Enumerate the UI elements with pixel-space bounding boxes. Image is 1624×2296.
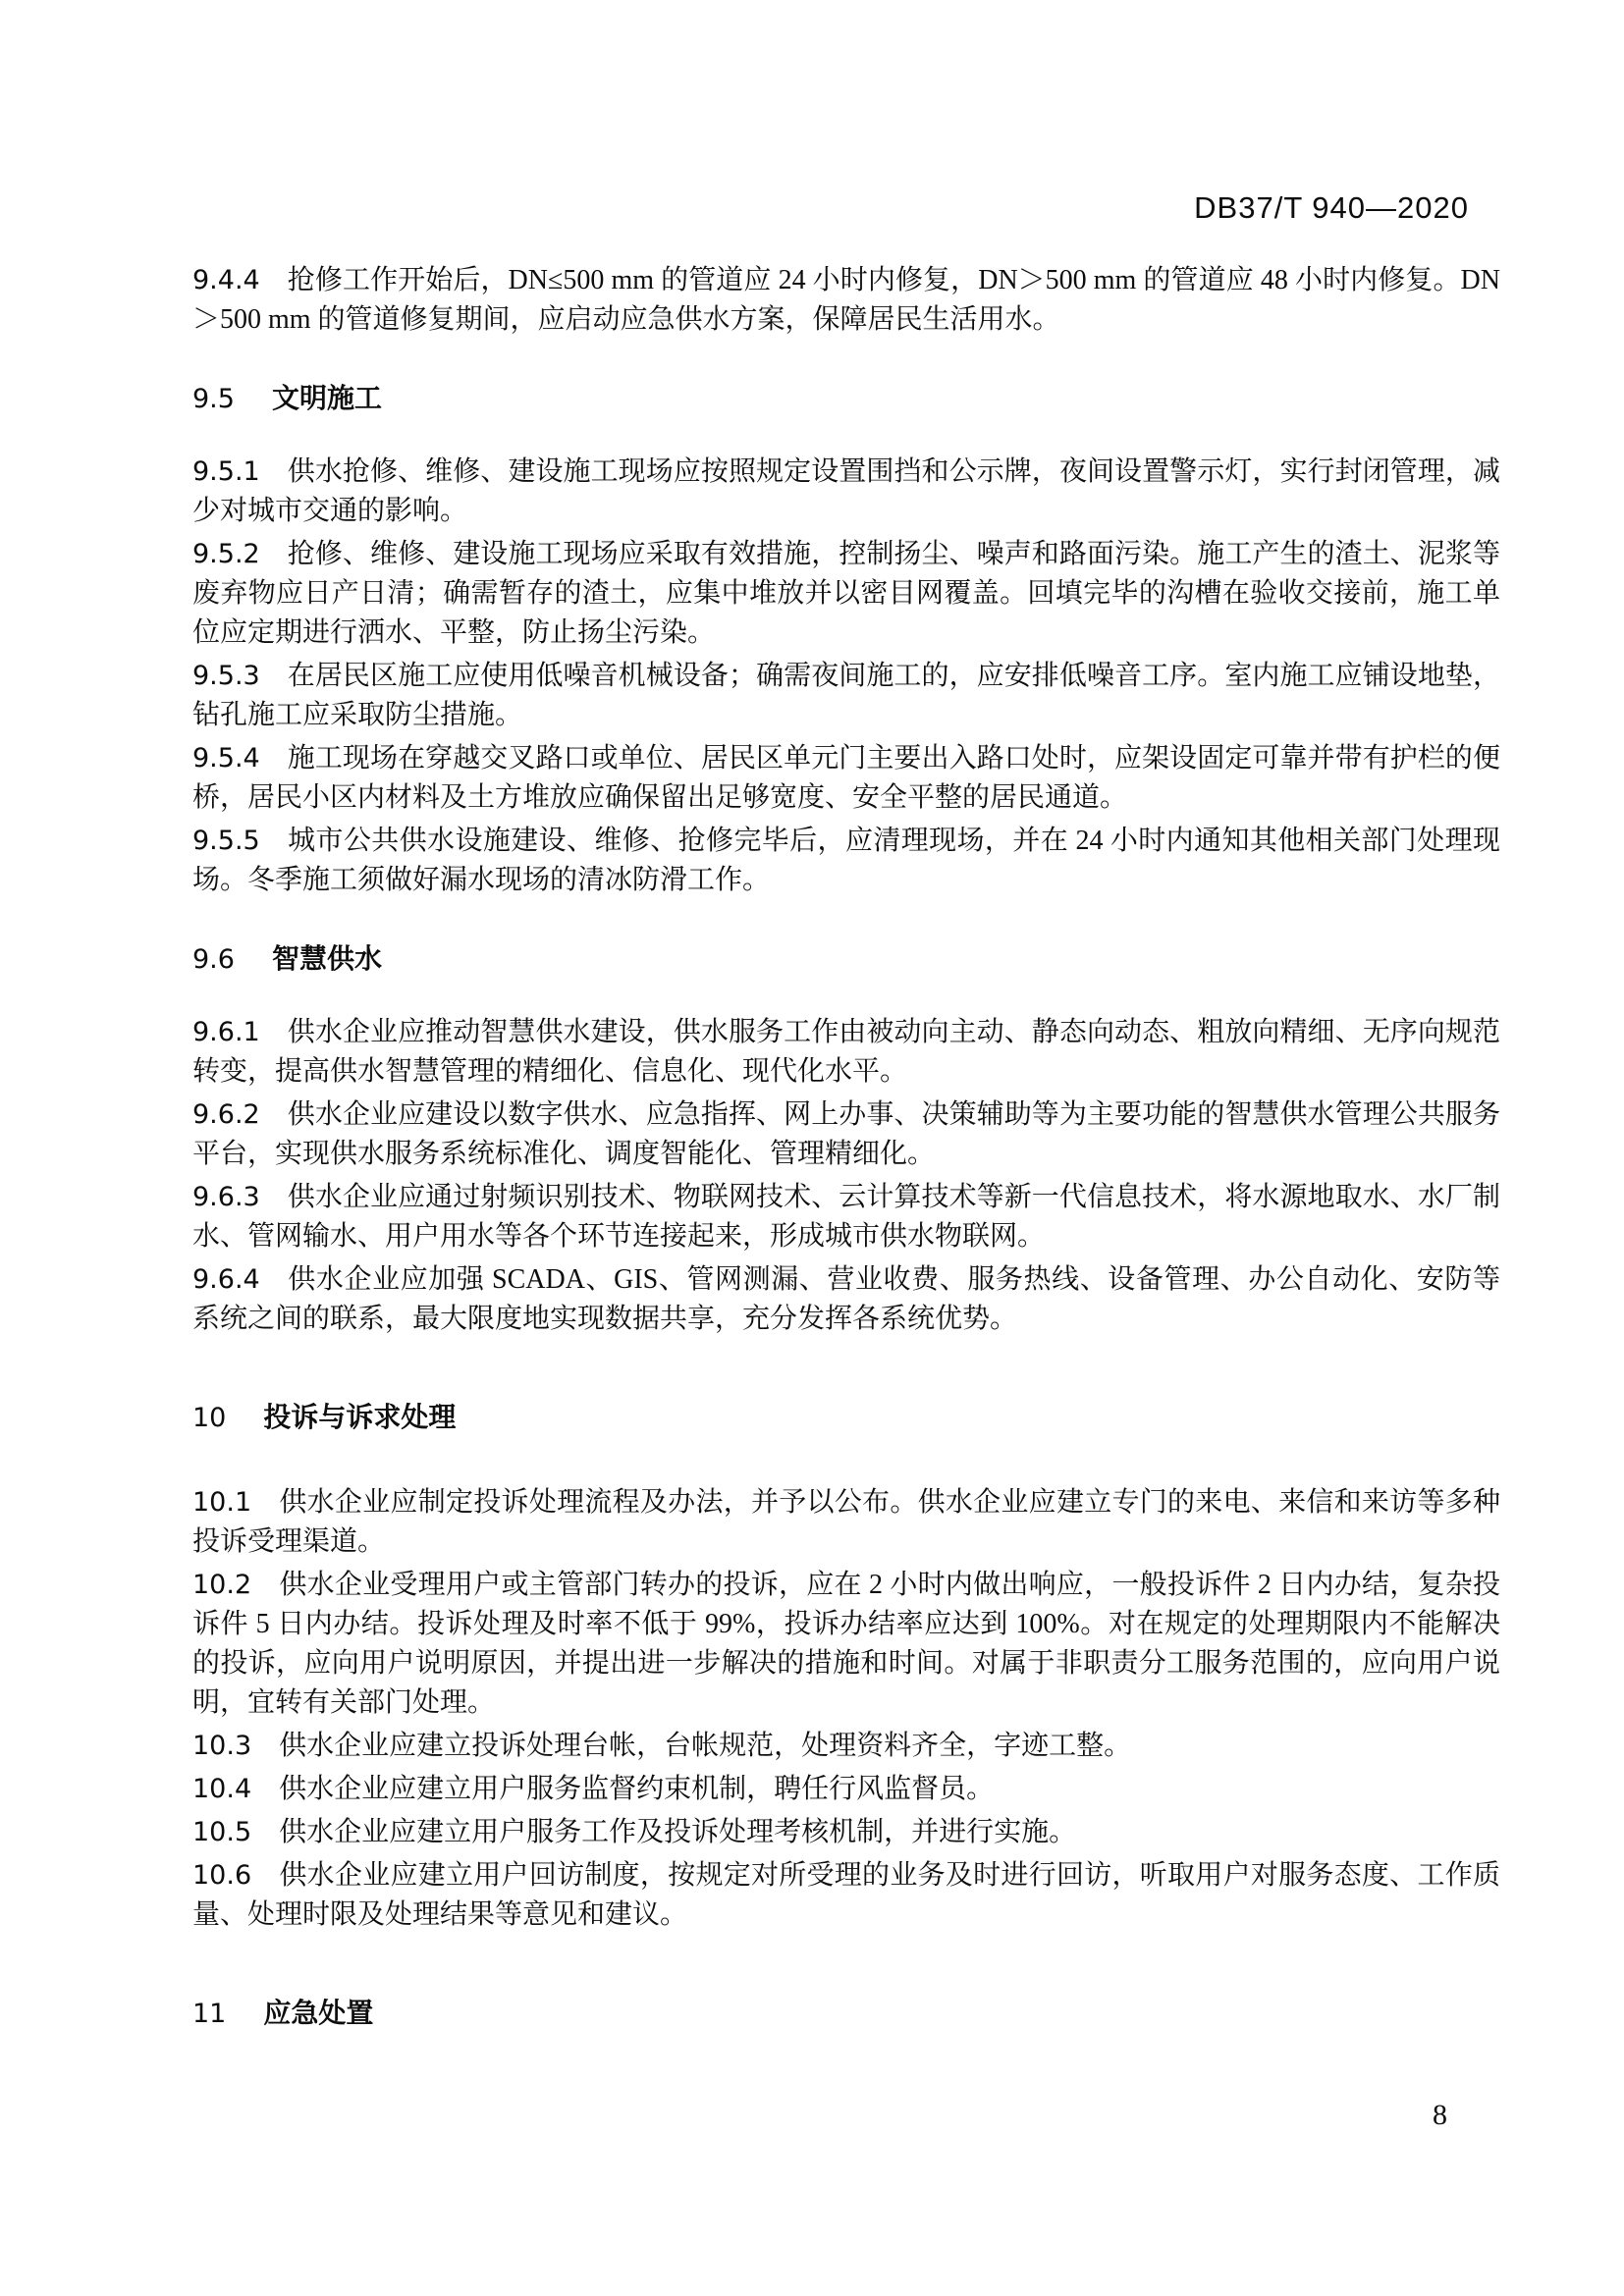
clause-9.5.1 (192, 453, 1500, 531)
clause-text: 供水企业应通过射频识别技术、物联网技术、云计算技术等新一代信息技术，将水源地取水、水厂制水、管网输水、用户用水等各个环节连接起来，形成城市供水物联网。 (192, 1182, 1500, 1252)
clause-text: 供水企业应加强 SCADA、GIS、管网测漏、营业收费、服务热线、设备管理、办公自动化、安防等系统之间的联系，最大限度地实现数据共享，充分发挥各系统优势。 (192, 1264, 1500, 1334)
clause-number: 10.2 (192, 1570, 252, 1600)
clause-number: 10.5 (192, 1817, 252, 1847)
section-heading-9.5 (192, 379, 1500, 419)
clause-text: 城市公共供水设施建设、维修、抢修完毕后，应清理现场，并在 24 小时内通知其他相关部门处理现场。冬季施工须做好漏水现场的清冰防滑工作。 (192, 826, 1500, 895)
clause-10.3 (192, 1727, 1500, 1766)
heading-number: 9.6 (192, 944, 235, 975)
clause-10.2 (192, 1566, 1500, 1723)
clause-10.5 (192, 1813, 1500, 1852)
clause-text: 抢修工作开始后，DN≤500 mm 的管道应 24 小时内修复，DN＞500 mm 的管道应 48 小时内修复。DN＞500 mm 的管道修复期间，应启动应急供水方案，保障居民生活用水。 (192, 265, 1500, 335)
clause-9.5.3 (192, 657, 1500, 735)
clause-number: 10.6 (192, 1860, 252, 1891)
heading-number: 9.5 (192, 384, 235, 414)
clause-text: 供水企业应推动智慧供水建设，供水服务工作由被动向主动、静态向动态、粗放向精细、无序向规范转变，提高供水智慧管理的精细化、信息化、现代化水平。 (192, 1017, 1500, 1087)
section-heading-9.6 (192, 939, 1500, 980)
clause-9.4.4 (192, 261, 1500, 340)
clause-text: 供水企业应建设以数字供水、应急指挥、网上办事、决策辅助等为主要功能的智慧供水管理公共服务平台，实现供水服务系统标准化、调度智能化、管理精细化。 (192, 1099, 1500, 1169)
clause-text: 抢修、维修、建设施工现场应采取有效措施，控制扬尘、噪声和路面污染。施工产生的渣土、泥浆等废弃物应日产日清；确需暂存的渣土，应集中堆放并以密目网覆盖。回填完毕的沟槽在验收交接前，施工单位应定期进行洒水、平整，防止扬尘污染。 (192, 539, 1500, 648)
clause-10.1 (192, 1483, 1500, 1562)
clause-10.6 (192, 1856, 1500, 1935)
clause-number: 9.6.1 (192, 1017, 260, 1047)
clause-number: 9.6.2 (192, 1099, 260, 1130)
clause-number: 10.1 (192, 1487, 252, 1518)
heading-text: 文明施工 (271, 382, 382, 414)
clause-text: 供水企业应建立用户服务工作及投诉处理考核机制，并进行实施。 (279, 1817, 1077, 1847)
clause-number: 9.5.1 (192, 456, 260, 487)
clause-9.6.3 (192, 1178, 1500, 1256)
clause-9.6.4 (192, 1260, 1500, 1339)
heading-text: 投诉与诉求处理 (263, 1401, 457, 1433)
clause-text: 供水企业应建立投诉处理台帐，台帐规范，处理资料齐全，字迹工整。 (279, 1731, 1132, 1761)
clause-9.5.4 (192, 739, 1500, 818)
clause-number: 9.5.5 (192, 826, 260, 856)
clause-text: 供水企业受理用户或主管部门转办的投诉，应在 2 小时内做出响应，一般投诉件 2 日内办结，复杂投诉件 5 日内办结。投诉处理及时率不低于 99%，投诉办结率应达到 100%。对在规定的处理期限内不能解决的投诉，应向用户说明原因，并提出进一步解决的措施和时间。对属于非职责分工服务范围的，应向用户说明，宜转有关部门处理。 (192, 1570, 1500, 1718)
clause-10.4 (192, 1770, 1500, 1809)
clause-text: 在居民区施工应使用低噪音机械设备；确需夜间施工的，应安排低噪音工序。室内施工应铺设地垫，钻孔施工应采取防尘措施。 (192, 661, 1500, 730)
clause-number: 9.6.4 (192, 1264, 260, 1295)
clause-number: 9.5.3 (192, 661, 260, 691)
heading-text: 智慧供水 (271, 942, 382, 975)
clause-text: 供水企业应制定投诉处理流程及办法，并予以公布。供水企业应建立专门的来电、来信和来访等多种投诉受理渠道。 (192, 1487, 1500, 1557)
clause-number: 9.6.3 (192, 1182, 260, 1212)
heading-text: 应急处置 (263, 1997, 374, 2029)
clause-number: 9.5.2 (192, 539, 260, 569)
clause-9.5.5 (192, 822, 1500, 900)
document-body (192, 261, 1500, 2079)
clause-text: 供水抢修、维修、建设施工现场应按照规定设置围挡和公示牌，夜间设置警示灯，实行封闭管理，减少对城市交通的影响。 (192, 456, 1500, 526)
clause-text: 供水企业应建立用户回访制度，按规定对所受理的业务及时进行回访，听取用户对服务态度、工作质量、处理时限及处理结果等意见和建议。 (192, 1860, 1500, 1930)
page-number: 8 (1433, 2099, 1447, 2131)
chapter-heading-11 (192, 1994, 1500, 2034)
clause-9.5.2 (192, 535, 1500, 653)
clause-number: 9.4.4 (192, 265, 260, 295)
document-code-header: DB37/T 940—2020 (1194, 190, 1469, 225)
clause-text: 供水企业应建立用户服务监督约束机制，聘任行风监督员。 (279, 1774, 995, 1804)
clause-number: 10.4 (192, 1774, 252, 1804)
clause-number: 10.3 (192, 1731, 252, 1761)
heading-number: 10 (192, 1403, 227, 1433)
clause-9.6.1 (192, 1013, 1500, 1092)
clause-number: 9.5.4 (192, 743, 260, 774)
heading-number: 11 (192, 1999, 227, 2029)
chapter-heading-10 (192, 1398, 1500, 1438)
clause-text: 施工现场在穿越交叉路口或单位、居民区单元门主要出入路口处时，应架设固定可靠并带有护栏的便桥，居民小区内材料及土方堆放应确保留出足够宽度、安全平整的居民通道。 (192, 743, 1500, 813)
clause-9.6.2 (192, 1095, 1500, 1174)
